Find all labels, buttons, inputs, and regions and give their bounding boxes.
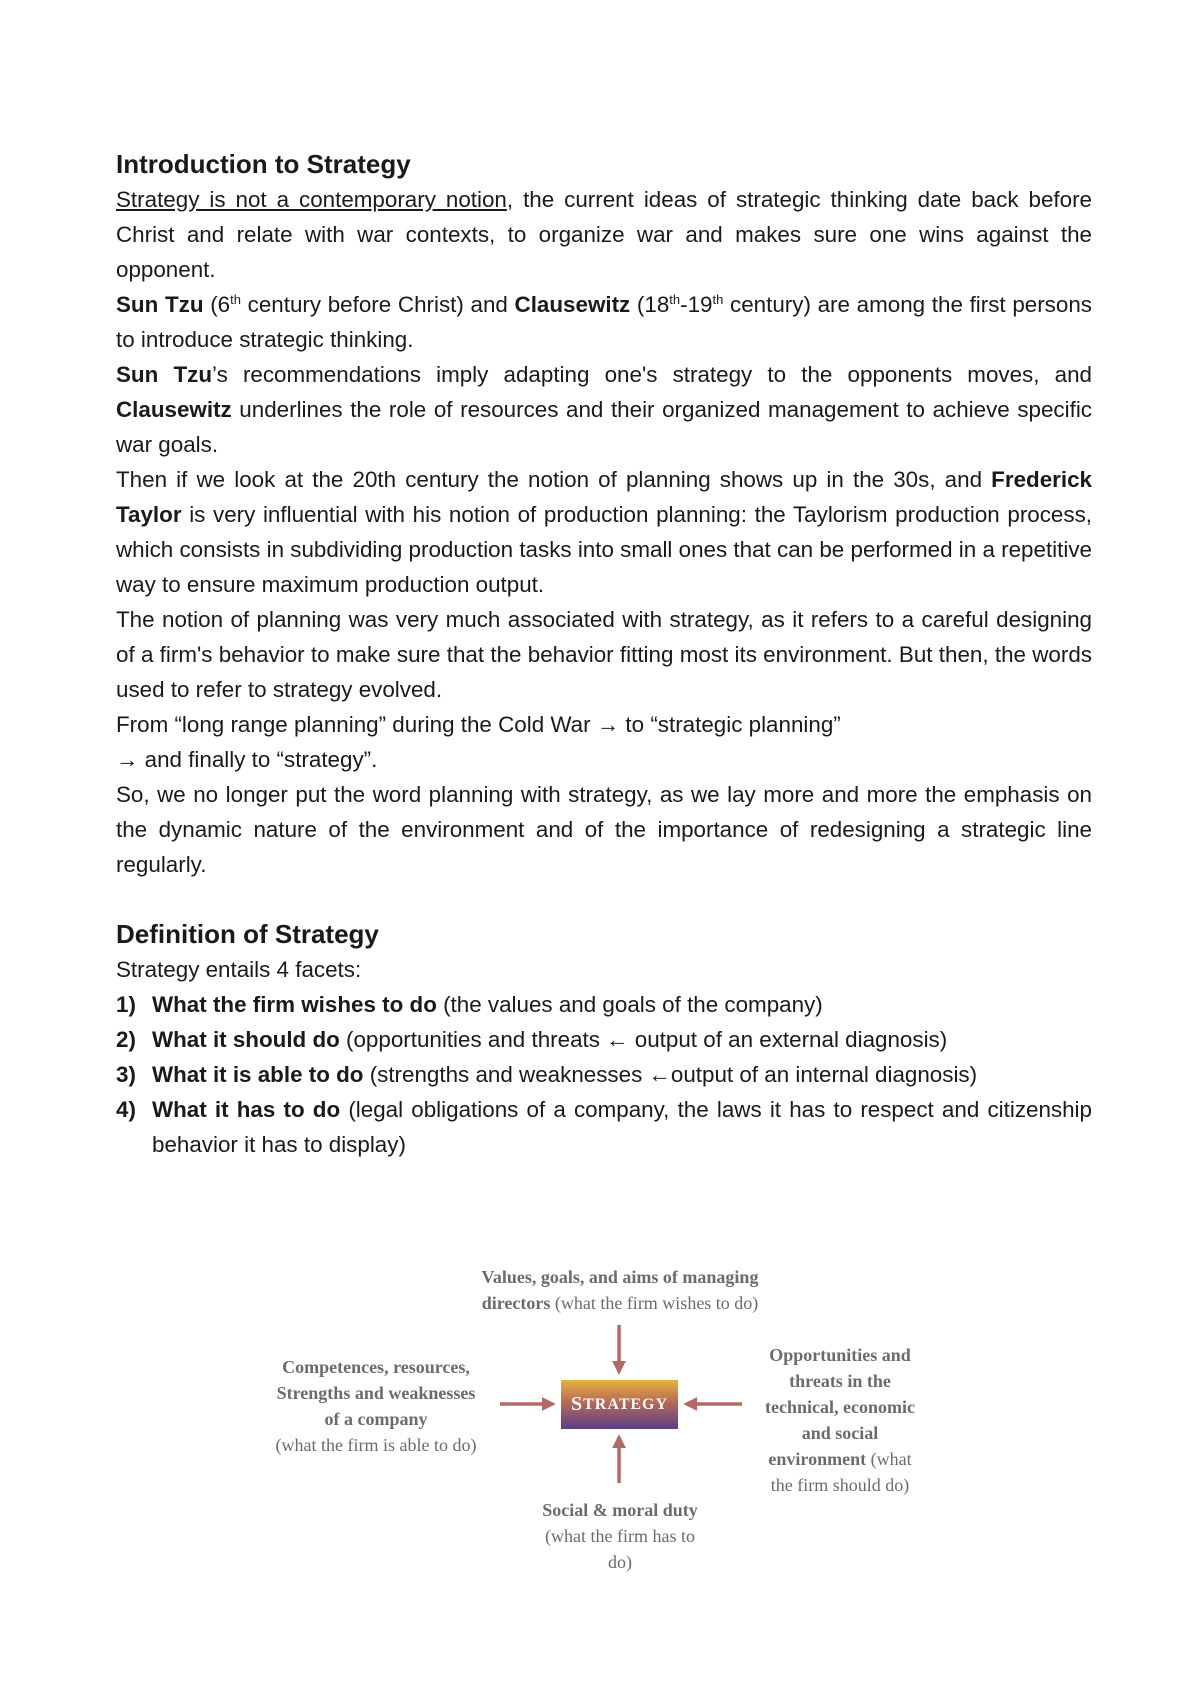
strategy-label: TRATEGY — [583, 1395, 669, 1413]
name-clausewitz: Clausewitz — [116, 397, 232, 422]
diagram-text: directors — [481, 1293, 551, 1313]
right-arrow-icon: → — [116, 747, 139, 772]
paragraph-text: century before Christ) and — [240, 292, 515, 317]
diagram-text: Social & moral duty — [542, 1500, 698, 1520]
diagram-text: do) — [608, 1552, 632, 1572]
paragraph-text: ’s recommendations imply adapting one's strategy to the opponents moves, and — [212, 362, 1093, 387]
facet-title: What it has to do — [152, 1097, 341, 1122]
paragraph-text: to “strategic planning” — [619, 712, 841, 737]
underlined-phrase: Strategy is not a contemporary notion — [116, 187, 507, 212]
diagram-text: threats in the — [789, 1371, 891, 1391]
right-arrow-icon: → — [596, 712, 620, 737]
diagram-text: and social — [801, 1423, 879, 1443]
diagram-text: the firm should do) — [770, 1475, 910, 1495]
paragraph-text: Then if we look at the 20th century the notion of planning shows up in the 30s, and — [116, 467, 992, 492]
definition-lead: Strategy entails 4 facets: — [116, 957, 362, 982]
diagram-label-left — [246, 1354, 506, 1458]
list-number: 3) — [116, 1062, 136, 1087]
section-heading-definition: Definition of Strategy — [116, 919, 379, 949]
facet-description: (legal obligations of a company, the laws it has to respect and citizenship behavior it has to display) — [152, 1097, 1092, 1157]
diagram-text: environment — [768, 1449, 867, 1469]
superscript: th — [230, 292, 241, 307]
paragraph-text: (18 — [630, 292, 670, 317]
list-number: 4) — [116, 1097, 136, 1122]
strategy-label-initial: S — [570, 1393, 584, 1415]
list-number: 2) — [116, 1027, 136, 1052]
paragraph-text: century) are among the first persons to introduce strategic thinking. — [116, 292, 1092, 352]
paragraph-intro-7: So, we no longer put the word planning with strategy, as we lay more and more the emphasis on the dynamic nature of the environment and of the importance of redesigning a strategic line regularly. — [116, 782, 1092, 877]
paragraph-intro-5: The notion of planning was very much associated with strategy, as it refers to a careful designing of a firm's behavior to make sure that the behavior fitting most its environment. But then, the words used to refer to strategy evolved. — [116, 607, 1092, 702]
diagram-text: Values, goals, and aims of managing — [481, 1267, 759, 1287]
diagram-text: Strengths and weaknesses — [276, 1383, 476, 1403]
paragraph-text: and finally to “strategy”. — [138, 747, 378, 772]
diagram-text: (what the firm is able to do) — [275, 1435, 477, 1455]
diagram-text: Competences, resources, — [282, 1357, 470, 1377]
facet-title: What the firm wishes to do — [152, 992, 437, 1017]
name-sun-tzu: Sun Tzu — [116, 292, 204, 317]
section-heading-introduction: Introduction to Strategy — [116, 149, 411, 179]
diagram-text: (what — [866, 1449, 912, 1469]
name-clausewitz: Clausewitz — [514, 292, 631, 317]
paragraph-text: underlines the role of resources and their organized management to achieve specific war goals. — [116, 397, 1092, 457]
name-sun-tzu: Sun Tzu — [116, 362, 213, 387]
paragraph-text: From “long range planning” during the Cold War — [116, 712, 597, 737]
list-number: 1) — [116, 992, 136, 1017]
paragraph-text: is very influential with his notion of production planning: the Taylorism production process, which consists in subdividing production tasks into small ones that can be performed in a repetitive way to ensure maximum production output. — [116, 502, 1092, 597]
diagram-text: technical, economic — [765, 1397, 915, 1417]
diagram-label-top — [420, 1264, 820, 1316]
paragraph-text: , the current ideas of strategic thinking date back before Christ and relate with war contexts, to organize war and makes sure one wins against the opponent. — [116, 187, 1092, 282]
superscript: th — [712, 292, 724, 307]
diagram-text: Opportunities and — [769, 1345, 911, 1365]
facet-description: (opportunities and threats ← output of an external diagnosis) — [339, 1027, 948, 1052]
diagram-label-right — [740, 1342, 940, 1498]
paragraph-text: (6 — [203, 292, 231, 317]
facet-title: What it is able to do — [152, 1062, 364, 1087]
diagram-label-bottom — [500, 1497, 740, 1575]
diagram-text: of a company — [324, 1409, 428, 1429]
superscript: th — [669, 292, 681, 307]
strategy-box — [561, 1380, 678, 1429]
facet-description: (strengths and weaknesses ←output of an internal diagnosis) — [363, 1062, 978, 1087]
diagram-text: (what the firm wishes to do) — [550, 1293, 759, 1313]
paragraph-text: -19 — [680, 292, 713, 317]
diagram-text: (what the firm has to — [545, 1526, 695, 1546]
facet-title: What it should do — [152, 1027, 340, 1052]
facet-description: (the values and goals of the company) — [436, 992, 823, 1017]
name-frederick-taylor: Frederick Taylor — [116, 467, 1092, 527]
